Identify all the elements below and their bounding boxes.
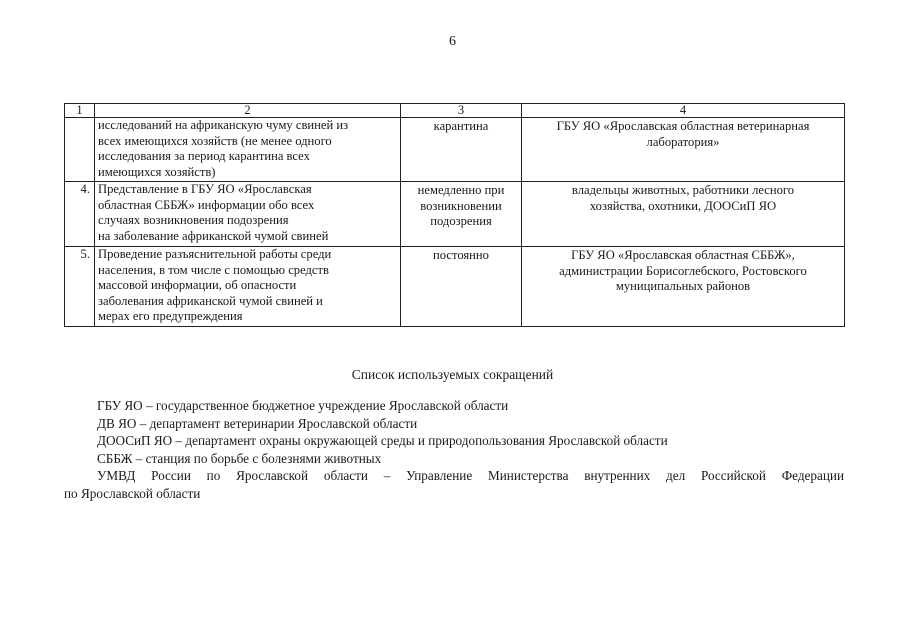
header-cell: 2 (95, 104, 401, 118)
text-line: карантина (433, 119, 489, 133)
row-executor (522, 182, 845, 247)
text-line: лаборатория» (646, 134, 720, 149)
measures-table (64, 103, 845, 327)
text-line: хозяйства, охотники, ДООСиП ЯО (589, 198, 777, 213)
row-executor (522, 118, 845, 182)
header-cell: 3 (401, 104, 522, 118)
text-line: всех имеющихся хозяйств (не менее одного (98, 133, 332, 148)
abbreviation-item: ДООСиП ЯО – департамент охраны окружающей среды и природопользования Ярославской области (97, 433, 668, 448)
row-term (401, 247, 522, 327)
text-line: заболевания африканской чумой свиней и (98, 293, 323, 308)
row-number: 4. (65, 182, 95, 247)
abbreviation-item-continuation: по Ярославской области (64, 485, 201, 501)
row-number (65, 118, 95, 182)
row-description (95, 247, 401, 327)
page-number: 6 (449, 34, 456, 49)
text-line: случаях возникновения подозрения (98, 213, 289, 227)
text-line: Проведение разъяснительной работы среди (98, 247, 332, 261)
row-description (95, 182, 401, 247)
abbreviation-item: ДВ ЯО – департамент ветеринарии Ярославской области (97, 415, 418, 431)
text-line: ГБУ ЯО «Ярославская областная СББЖ», (571, 248, 795, 262)
row-executor (522, 247, 845, 327)
text-line: имеющихся хозяйств) (98, 164, 216, 179)
text-line: постоянно (433, 248, 489, 262)
abbreviation-item (64, 467, 844, 485)
abbreviation-item: ГБУ ЯО – государственное бюджетное учреждение Ярославской области (97, 398, 509, 413)
text-line: подозрения (430, 214, 492, 228)
abbreviation-item-line: УМВД России по Ярославской области – Управление Министерства внутренних дел Российской Федерации (97, 468, 844, 483)
row-number: 5. (65, 247, 95, 327)
text-line: областная СББЖ» информации обо всех (98, 197, 315, 212)
row-term (401, 118, 522, 182)
text-line: муниципальных районов (615, 279, 751, 293)
header-cell: 1 (65, 104, 95, 118)
abbreviations-list (64, 397, 844, 502)
text-line: массовой информации, об опасности (98, 278, 297, 292)
text-line: ГБУ ЯО «Ярославская областная ветеринарная (556, 119, 810, 133)
text-line: немедленно при (417, 183, 505, 197)
text-line: исследования за период карантина всех (98, 149, 310, 163)
text-line: мерах его предупреждения (98, 309, 243, 323)
text-line: администрации Борисоглебского, Ростовского (559, 263, 807, 278)
text-line: возникновении (420, 198, 502, 213)
table-row (65, 118, 845, 182)
table-row (65, 182, 845, 247)
text-line: исследований на африканскую чуму свиней из (98, 118, 349, 132)
header-cell: 4 (522, 104, 845, 118)
text-line: населения, в том числе с помощью средств (98, 262, 329, 277)
abbreviations-title: Список используемых сокращений (351, 367, 554, 382)
row-term (401, 182, 522, 247)
table-header-row (65, 104, 845, 118)
abbreviation-item: СББЖ – станция по борьбе с болезнями животных (97, 450, 382, 466)
text-line: Представление в ГБУ ЯО «Ярославская (98, 182, 312, 196)
text-line: владельцы животных, работники лесного (571, 183, 795, 197)
table-row (65, 247, 845, 327)
row-description (95, 118, 401, 182)
text-line: на заболевание африканской чумой свиней (98, 228, 329, 243)
